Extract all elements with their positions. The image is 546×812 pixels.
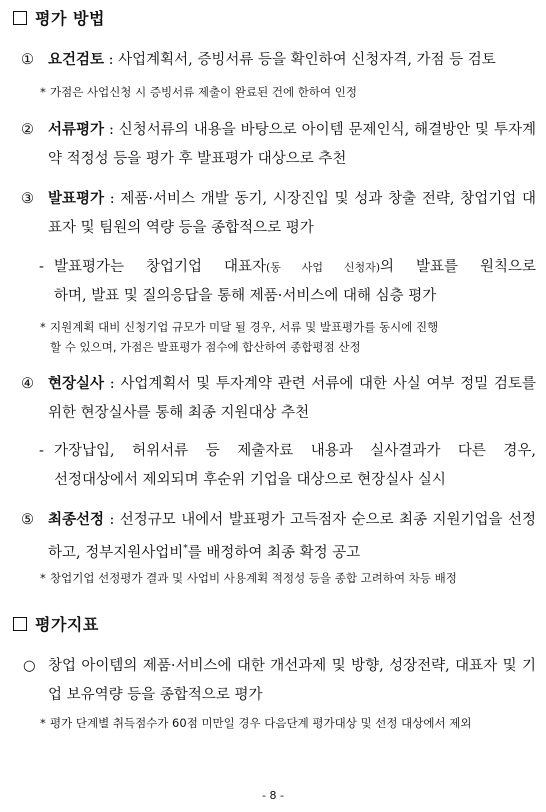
item-text-after: 를 배정하여 최종 확정 공고 [187,544,361,561]
note-asterisk: * [40,320,46,334]
sub-text-line2: 선정대상에서 제외되며 후순위 기업을 대상으로 현장실사 실시 [54,472,446,488]
section-header-evaluation-index [13,612,99,635]
item-number: ③ [21,191,34,207]
note-asterisk: * [40,85,46,99]
item-term: 현장실사 [48,376,105,392]
item-document-review [21,116,536,174]
dash-marker: - [39,259,44,275]
item-text: 사업계획서 및 투자계약 관련 서류에 대한 사실 여부 정밀 검토를 위한 현장실사를 통해 최종 지원대상 추천 [48,376,536,421]
note-bonus-points [40,82,536,102]
section-header-evaluation-method [13,6,105,29]
note-text: 평가 단계별 취득점수가 60점 미만일 경우 다음단계 평가대상 및 선정 대상에서 제외 [50,716,472,730]
note-text-line1: 지원계획 대비 신청기업 규모가 미달 될 경우, 서류 및 발표평가를 동시에 진행 [50,320,439,334]
note-simultaneous-evaluation [40,317,536,357]
sub-presentation-detail [39,253,536,311]
separator: : [104,122,119,138]
evaluation-index-bullet [23,652,536,710]
item-site-inspection [21,370,536,428]
item-term: 요건검토 [48,52,105,68]
checkbox-square-icon [13,11,27,25]
note-text: 가점은 사업신청 시 증빙서류 제출이 완료된 건에 한하여 인정 [50,85,357,99]
circle-bullet-icon: ○ [23,658,36,674]
note-asterisk: * [40,571,46,585]
item-number: ② [21,122,34,138]
note-asterisk: * [40,716,46,730]
section-title: 평가지표 [35,615,99,634]
section-title: 평가 방법 [35,9,105,28]
note-score-threshold [40,713,536,733]
item-text: 신청서류의 내용을 바탕으로 아이템 문제인식, 해결방안 및 투자계약 적정성 등을 평가 후 발표평가 대상으로 추천 [48,122,537,167]
item-number: ⑤ [21,512,34,528]
dash-marker: - [39,443,44,459]
sub-text-line2: 하며, 발표 및 질의응답을 통해 제품·서비스에 대해 심층 평가 [54,288,437,304]
item-presentation-evaluation [21,185,536,243]
item-text: 제품·서비스 개발 동기, 시장진입 및 성과 창출 전략, 창업기업 대표자 및 팀원의 역량 등을 종합적으로 평가 [48,191,536,236]
item-text: 선정규모 내에서 발표평가 고득점자 순으로 최종 지원기업을 선정하고, 정부지원사업비 [48,512,536,561]
separator: : [104,191,121,207]
item-requirement-review [21,46,536,75]
bullet-text: 창업 아이템의 제품·서비스에 대한 개선과제 및 방향, 성장전략, 대표자 및 기업 보유역량 등을 종합적으로 평가 [48,658,536,703]
item-text: 사업계획서, 증빙서류 등을 확인하여 신청자격, 가점 등 검토 [118,52,496,68]
item-number: ① [21,52,34,68]
item-term: 발표평가 [48,191,105,207]
sub-inspection-detail [39,437,536,495]
separator: : [104,376,121,392]
item-final-selection [21,506,536,568]
sub-text-small: (동 사업 신청자) [266,261,381,274]
separator: : [104,512,120,528]
note-text-line2: 할 수 있으며, 가점은 발표평가 점수에 합산하여 종합평점 산정 [50,340,361,354]
footnote-marker: * [183,544,188,554]
checkbox-square-icon [13,617,27,631]
page-number: - 8 - [262,789,284,802]
note-text: 창업기업 선정평가 결과 및 사업비 사용계획 적정성 등을 종합 고려하여 차등 배정 [50,571,457,585]
note-differential-allocation [40,568,536,588]
item-term: 서류평가 [48,122,105,138]
sub-text: 가장납입, 허위서류 등 제출자료 내용과 실사결과가 다른 경우, [54,443,536,459]
item-number: ④ [21,376,34,392]
sub-text: 의 발표를 원칙으로 [380,259,536,275]
item-term: 최종선정 [48,512,105,528]
separator: : [104,52,119,68]
sub-text: 발표평가는 창업기업 대표자 [54,259,266,275]
